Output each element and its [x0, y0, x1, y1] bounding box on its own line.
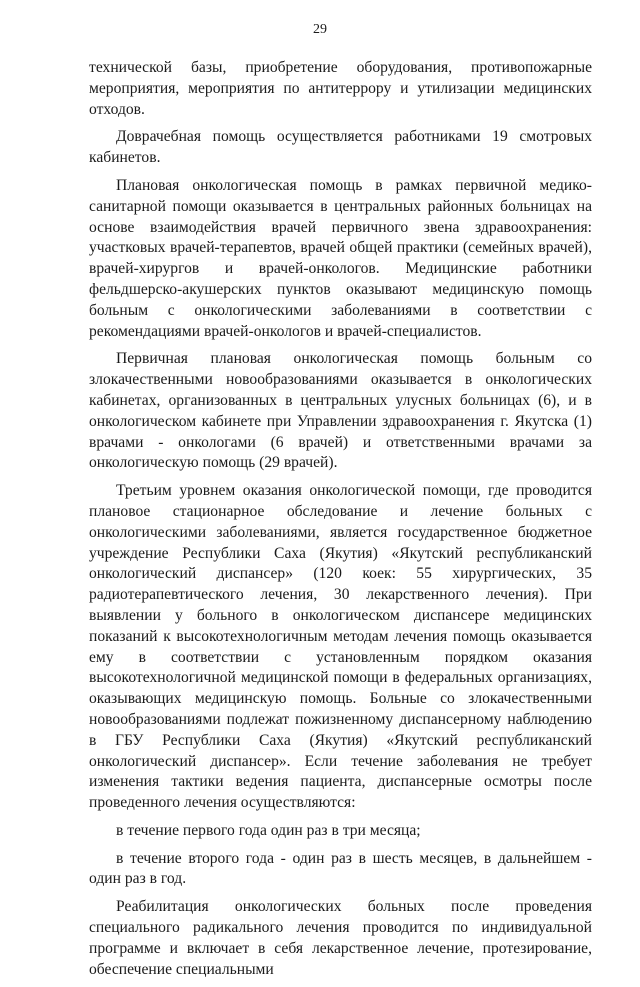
page-body: [89, 58, 592, 987]
paragraph-planned-oncology-care: Плановая онкологическая помощь в рамках первичной медико-санитарной помощи оказывается в центральных районных больницах на основе взаимодействия врачей первичного звена здравоохранения: участковых врачей-терапевтов, врачей общей практики (семейных врачей), врачей-хирургов и врачей-онкологов. Медицинские работники фельдшерско-акушерских пунктов оказывают медицинскую помощь больным с онкологическими заболеваниями в соответствии с рекомендациями врачей-онкологов и врачей-специалистов.: [89, 176, 592, 340]
paragraph-continuation: технической базы, приобретение оборудования, противопожарные мероприятия, мероприятия по антитеррору и утилизации медицинских отходов.: [89, 59, 592, 118]
list-item-first-year: в течение первого года один раз в три месяца;: [116, 821, 421, 839]
list-item-second-year: в течение второго года - один раз в шесть месяцев, в дальнейшем - один раз в год.: [89, 849, 592, 888]
paragraph-third-level-care: Третьим уровнем оказания онкологической помощи, где проводится плановое стационарное обследование и лечение больных с онкологическими заболеваниями, является государственное бюджетное учреждение Республики Саха (Якутия) «Якутский республиканский онкологический диспансер» (120 коек: 55 хирургических, 35 радиотерапевтического лечения, 30 лекарственного лечения). При выявлении у больного в онкологическом диспансере медицинских показаний к высокотехнологичным методам лечения помощь оказывается ему в соответствии с установленным порядком оказания высокотехнологичной медицинской помощи в федеральных организациях, оказывающих медицинскую помощь. Больные со злокачественными новообразованиями подлежат пожизненному диспансерному наблюдению в ГБУ Республики Саха (Якутия) «Якутский республиканский онкологический диспансер». Если течение заболевания не требует изменения тактики ведения пациента, диспансерные осмотры после проведенного лечения осуществляются:: [89, 482, 592, 812]
page-number: 29: [313, 22, 327, 37]
paragraph-prehospital-care: Доврачебная помощь осуществляется работниками 19 смотровых кабинетов.: [89, 128, 592, 167]
paragraph-rehabilitation: Реабилитация онкологических больных после проведения специального радикального лечения проводится по индивидуальной программе и включает в себя лекарственное лечение, протезирование, обеспечение специальными: [89, 898, 592, 978]
paragraph-primary-oncology-care: Первичная плановая онкологическая помощь больным со злокачественными новообразованиями оказывается в онкологических кабинетах, организованных в центральных улусных больницах (6), и в онкологическом кабинете при Управлении здравоохранения г. Якутска (1) врачами - онкологами (6 врачей) и ответственными врачами за онкологическую помощь (29 врачей).: [89, 350, 592, 472]
